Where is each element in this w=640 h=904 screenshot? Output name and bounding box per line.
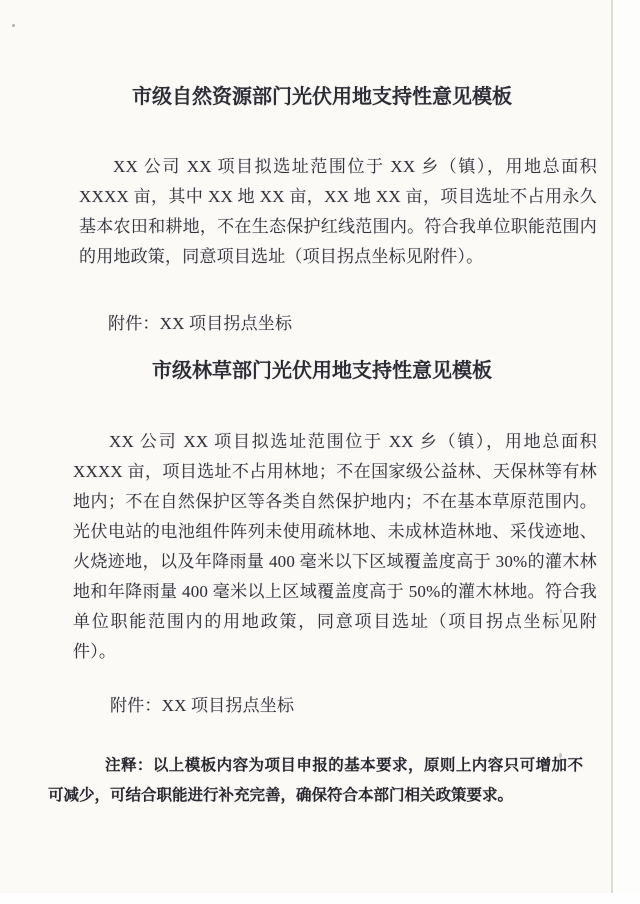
scanner-bottom-strip bbox=[0, 893, 640, 904]
section-paragraph: XX 公司 XX 项目拟选址范围位于 XX 乡（镇），用地总面积 XXXX 亩，其中 XX 地 XX 亩，XX 地 XX 亩，项目选址不占用永久基本农田和耕地，不在生态保护红线范围内。符合我单位职能范围内的用地政策，同意项目选址（项目拐点坐标见附件）。 bbox=[79, 157, 597, 266]
section-title: 市级林草部门光伏用地支持性意见模板 bbox=[152, 360, 492, 382]
note-paragraph: 注释：以上模板内容为项目申报的基本要求，原则上内容只可增加不可减少，可结合职能进行补充完善，确保符合本部门相关政策要求。 bbox=[48, 757, 583, 804]
section-paragraph: XX 公司 XX 项目拟选址范围位于 XX 乡（镇），用地总面积 XXXX 亩，项目选址不占用林地；不在国家级公益林、天保林等有林地内；不在自然保护区等各类自然保护地内；不在基本草原范围内。光伏电站的电池组件阵列未使用疏林地、未成林造林地、采伐迹地、火烧迹地，以及年降雨量 400 毫米以下区域覆盖度高于 30%的灌木林地和年降雨量 400 毫米以上区域覆盖度高于 50%的灌木林地。符合我单位职能范围内的用地政策，同意项目选址（项目拐点坐标见附件）。 bbox=[73, 432, 597, 661]
page-edge-line bbox=[611, 0, 613, 893]
scanner-edge-strip bbox=[613, 0, 640, 904]
section-title: 市级自然资源部门光伏用地支持性意见模板 bbox=[132, 86, 512, 108]
attachment-line: 附件：XX 项目拐点坐标 bbox=[108, 314, 293, 333]
scan-speck bbox=[12, 24, 15, 27]
attachment-line: 附件：XX 项目拐点坐标 bbox=[110, 696, 295, 715]
